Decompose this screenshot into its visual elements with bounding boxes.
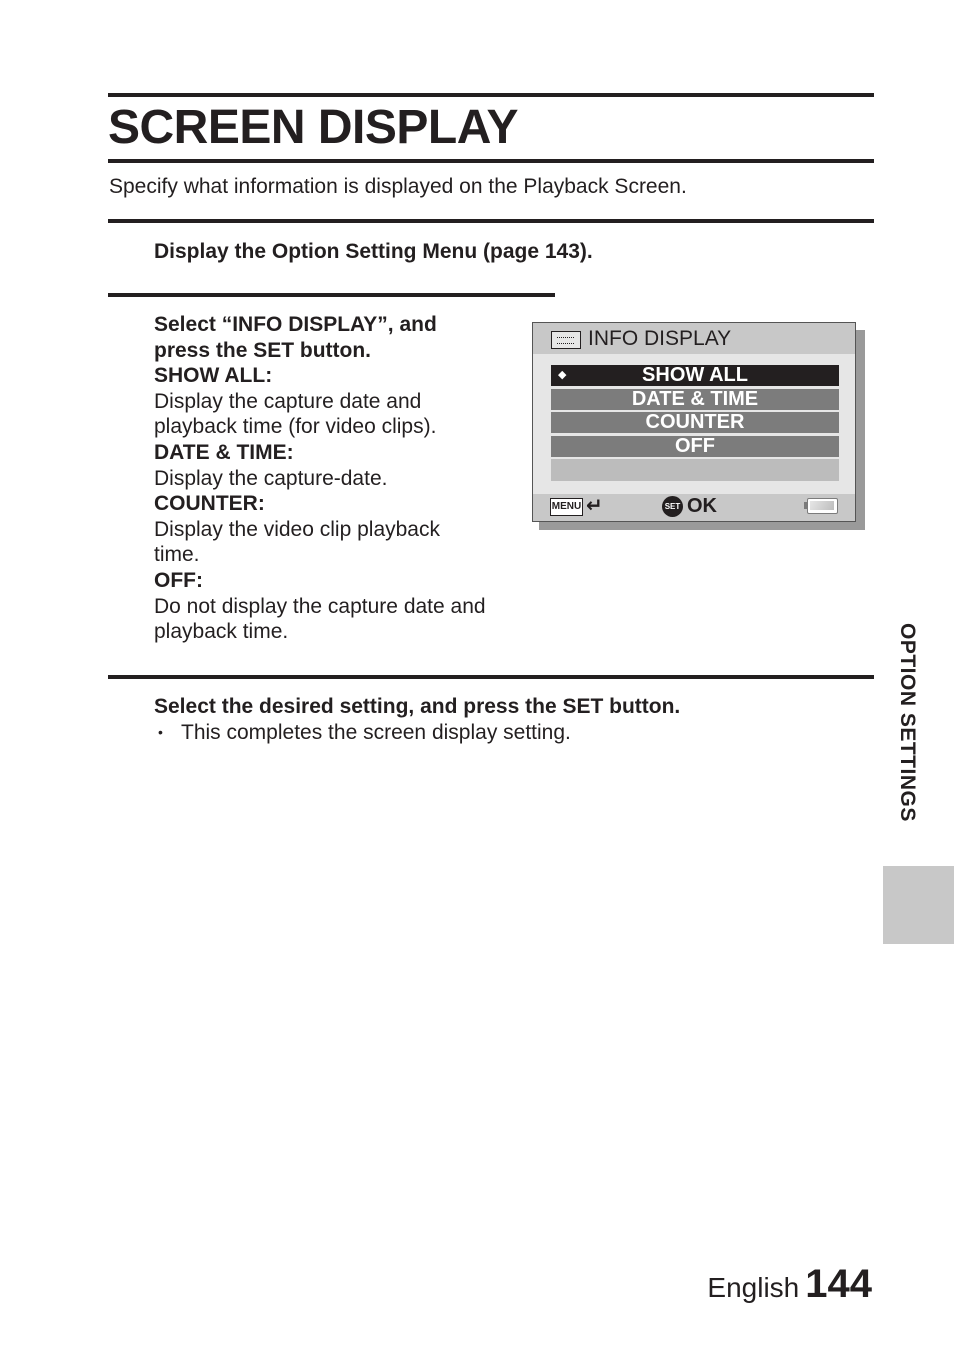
title-top-rule <box>108 93 874 97</box>
option-label-date-time: DATE & TIME: <box>154 440 294 464</box>
ok-label: OK <box>687 495 717 517</box>
step2-instruction-line1: Select “INFO DISPLAY”, and <box>154 313 437 336</box>
return-arrow-icon: ↵ <box>586 495 603 517</box>
menu-list <box>551 365 839 481</box>
option-label-show-all: SHOW ALL: <box>154 364 273 388</box>
page-title: SCREEN DISPLAY <box>108 101 518 154</box>
step1-instruction: Display the Option Setting Menu (page 143). <box>154 240 593 263</box>
option-desc-show-all-line2: playback time (for video clips). <box>154 415 437 439</box>
option-desc-counter-line2: time. <box>154 543 200 567</box>
footer-language: English <box>707 1272 800 1303</box>
intro-text: Specify what information is displayed on the Playback Screen. <box>109 175 687 198</box>
menu-item-show-all[interactable] <box>551 365 839 386</box>
menu-item-counter[interactable] <box>551 412 839 433</box>
side-tab-label: OPTION SETTINGS <box>896 623 919 822</box>
menu-item-off[interactable] <box>551 436 839 457</box>
menu-item-label: SHOW ALL <box>642 364 748 386</box>
option-desc-off-line1: Do not display the capture date and <box>154 594 486 618</box>
step3-block <box>154 694 854 745</box>
option-desc-counter-line1: Display the video clip playback <box>154 517 440 541</box>
battery-icon <box>807 498 838 514</box>
step1-rule <box>108 219 874 223</box>
screen-footer <box>533 494 855 521</box>
menu-empty-row <box>551 459 839 481</box>
step2-rule <box>108 293 555 297</box>
menu-item-label: COUNTER <box>645 411 745 434</box>
option-label-off: OFF: <box>154 568 203 592</box>
step3-instruction: Select the desired setting, and press the SET button. <box>154 695 681 718</box>
info-display-icon <box>551 331 581 349</box>
option-desc-show-all-line1: Display the capture date and <box>154 389 422 413</box>
menu-item-label: DATE & TIME <box>631 387 759 410</box>
page-number: 144 <box>805 1262 872 1306</box>
screen-title: INFO DISPLAY <box>588 327 732 350</box>
step2-block <box>154 312 524 645</box>
selection-diamond-icon: ◆ <box>558 369 567 381</box>
page-footer <box>707 1262 872 1307</box>
option-label-counter: COUNTER: <box>154 492 265 516</box>
option-desc-date-time-line1: Display the capture-date. <box>154 466 388 490</box>
screen-header <box>533 323 855 354</box>
step3-bullet: • This completes the screen display setting. <box>154 720 854 746</box>
camera-screen <box>532 322 856 522</box>
step2-instruction-line2: press the SET button. <box>154 338 372 362</box>
set-button[interactable]: SET <box>662 496 683 517</box>
menu-item-label: OFF <box>675 434 715 457</box>
menu-item-date-time[interactable] <box>551 389 839 410</box>
side-tab-marker <box>883 866 954 944</box>
title-bottom-rule <box>108 159 874 163</box>
menu-button[interactable]: MENU <box>550 498 583 516</box>
step3-rule <box>108 675 874 679</box>
option-desc-off-line2: playback time. <box>154 620 289 644</box>
